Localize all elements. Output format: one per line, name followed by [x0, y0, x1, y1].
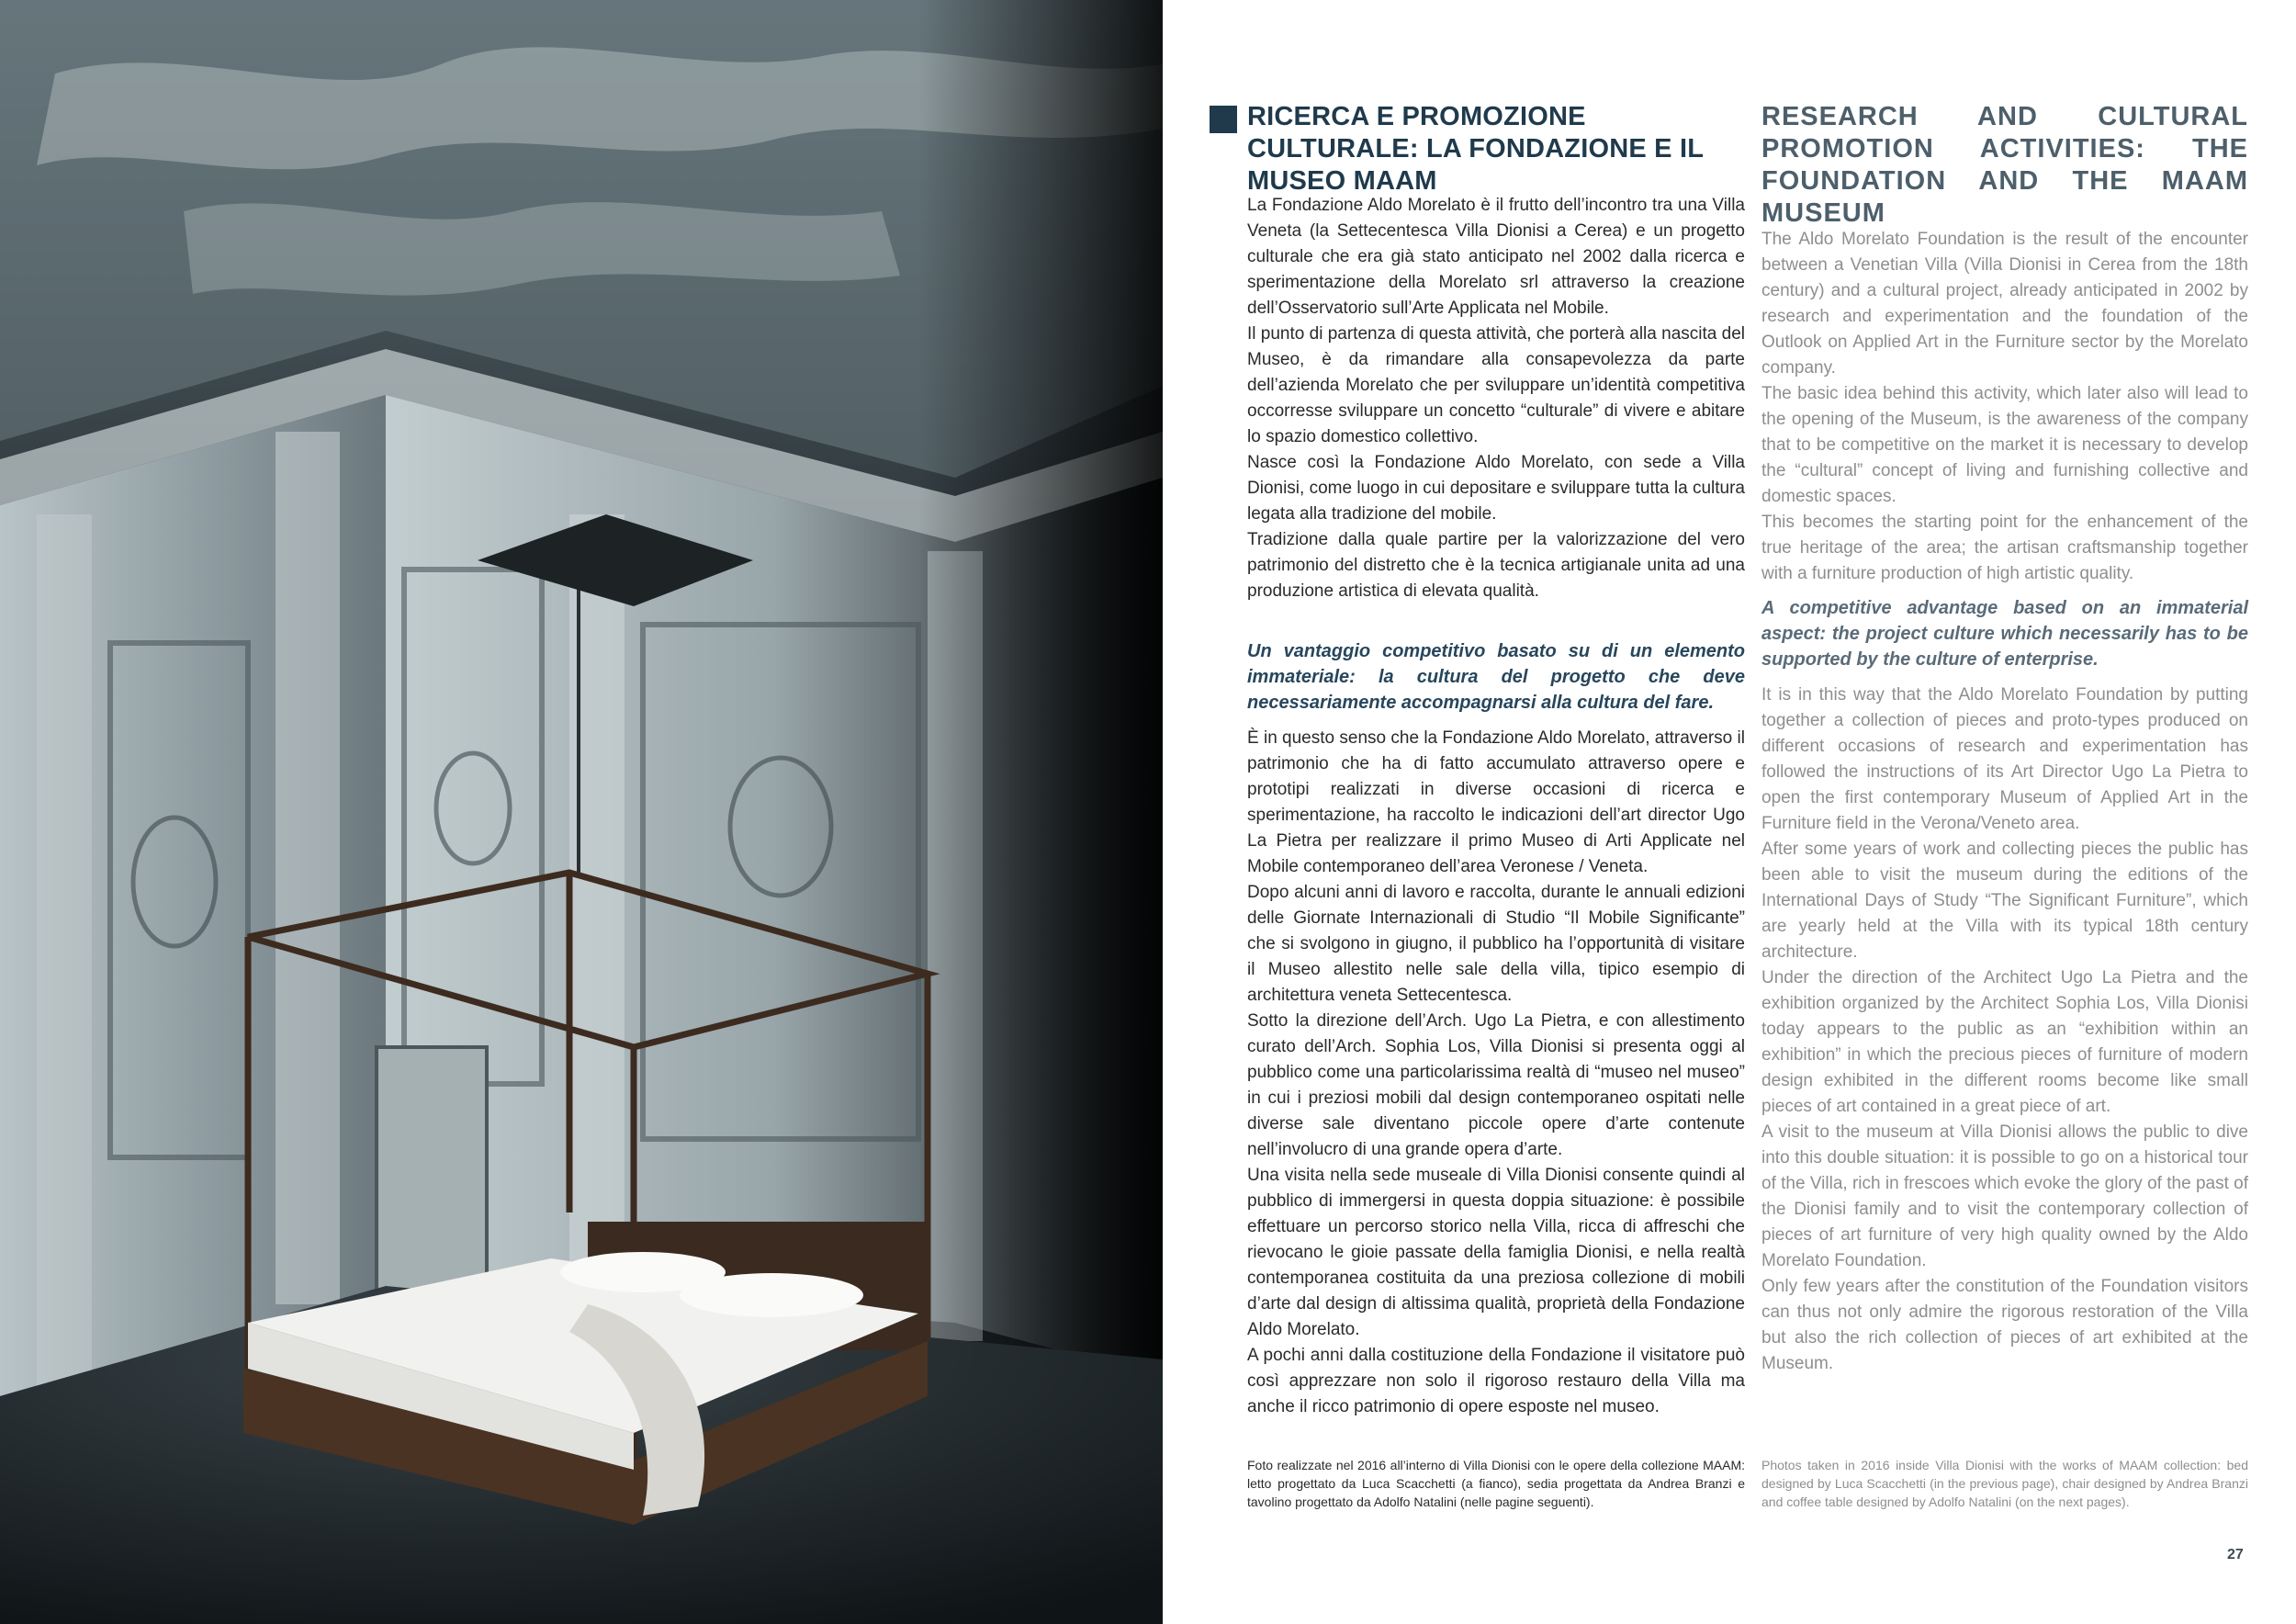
italian-paragraph: Una visita nella sede museale di Villa Dionisi consente quindi al pubblico di immergersi in questa doppia situazione: è possibile effettuare un percorso storico nella Villa, ricca di affreschi che rievocano le gioie passate della famiglia Dionisi, e nella realtà contemporanea costituita da una preziosa collezione di mobili d’arte dal design di altissima qualità, proprietà della Fondazione Aldo Morelato. [1247, 1166, 1745, 1339]
italian-paragraph: A pochi anni dalla costituzione della Fondazione il visitatore può così apprezzare non solo il rigoroso restauro della Villa ma anche il ricco patrimonio di opere esposte nel museo. [1247, 1346, 1745, 1416]
english-paragraph: The basic idea behind this activity, which later also will lead to the opening of the Museum, is the awareness of the company that to be competitive on the market it is necessary to develop the “cultural” concept of living and furnishing collective and domestic spaces. [1761, 384, 2248, 506]
italian-paragraph: È in questo senso che la Fondazione Aldo Morelato, attraverso il patrimonio che ha di fatto accumulato attraverso opere e prototipi realizzati in diverse occasioni di ricerca e sperimentazione, ha raccolto le indicazioni dell’art director Ugo La Pietra per realizzare il primo Museo di Arti Applicate nel Mobile contemporaneo dell’area Veronese / Veneta. [1247, 728, 1745, 876]
english-pull-quote: A competitive advantage based on an immaterial aspect: the project culture which necessarily has to be supported by the culture of enterprise. [1761, 598, 2248, 670]
heading-marker-square [1210, 106, 1237, 133]
italian-paragraph: Nasce così la Fondazione Aldo Morelato, con sede a Villa Dionisi, come luogo in cui depositare e sviluppare tutta la cultura legata alla tradizione del mobile. [1247, 453, 1745, 524]
english-paragraph: A visit to the museum at Villa Dionisi allows the public to dive into this double situation: it is possible to go on a historical tour of the Villa, rich in frescoes which evoke the glory of the past of the Dionisi family and to visit the contemporary collection of pieces of art furniture of very high quality owned by the Aldo Morelato Foundation. [1761, 1122, 2248, 1270]
italian-heading: RICERCA E PROMOZIONE CULTURALE: LA FONDAZIONE E IL MUSEO MAAM [1247, 102, 1704, 196]
italian-pull-quote: Un vantaggio competitivo basato su di un elemento immateriale: la cultura del progetto che deve necessariamente accompagnarsi alla cultura del fare. [1247, 641, 1745, 713]
english-paragraph: This becomes the starting point for the enhancement of the true heritage of the area; the artisan craftsmanship together with a furniture production of high artistic quality. [1761, 513, 2248, 583]
english-body-part-2 [1761, 682, 2248, 1377]
english-photo-caption: Photos taken in 2016 inside Villa Dionisi with the works of MAAM collection: bed designed by Luca Scacchetti (in the previous page), chair designed by Andrea Branzi and coffee table designed by Adolfo Natalini (on the next pages). [1761, 1458, 2248, 1509]
english-paragraph: Only few years after the constitution of the Foundation visitors can thus not only admire the rigorous restoration of the Villa but also the rich collection of pieces of art exhibited at the Museum. [1761, 1277, 2248, 1373]
italian-paragraph: Dopo alcuni anni di lavoro e raccolta, durante le annuali edizioni delle Giornate Internazionali di Studio “Il Mobile Significante” che si svolgono in giugno, il pubblico ha l’opportunità di visitare il Museo allestito nelle sale della villa, tipico esempio di architettura veneta Settecentesca. [1247, 883, 1745, 1005]
english-paragraph: It is in this way that the Aldo Morelato Foundation by putting together a collection of pieces and proto-types produced on different occasions of research and experimentation has followed the instructions of its Art Director Ugo La Pietra to open the first contemporary Museum of Applied Art in the Furniture field in the Verona/Veneto area. [1761, 685, 2248, 833]
english-paragraph: After some years of work and collecting pieces the public has been able to visit the museum during the editions of the International Days of Study “The Significant Furniture”, which are yearly held at the Villa with its typical 18th century architecture. [1761, 840, 2248, 962]
italian-paragraph: Tradizione dalla quale partire per la valorizzazione del vero patrimonio del distretto che è la tecnica artigianale unita ad una produzione artistica di elevata qualità. [1247, 530, 1745, 601]
english-paragraph: Under the direction of the Architect Ugo La Pietra and the exhibition organized by the Architect Sophia Los, Villa Dionisi today appears to the public as an “exhibition within an exhibition” in which the precious pieces of furniture of modern design exhibited in the different rooms become like small pieces of art contained in a great piece of art. [1761, 968, 2248, 1116]
page-number: 27 [2227, 1547, 2244, 1562]
italian-paragraph: La Fondazione Aldo Morelato è il frutto dell’incontro tra una Villa Veneta (la Settecentesca Villa Dionisi a Cerea) e un progetto culturale che era già stato anticipato nel 2002 dalla ricerca e sperimentazione della Morelato srl attraverso la creazione dell’Osservatorio sull’Arte Applicata nel Mobile. [1247, 196, 1745, 318]
english-heading: RESEARCH AND CULTURAL PROMOTION ACTIVITIES: THE FOUNDATION AND THE MAAM MUSEUM [1761, 102, 2248, 228]
italian-paragraph: Il punto di partenza di questa attività, che porterà alla nascita del Museo, è da rimandare alla consapevolezza da parte dell’azienda Morelato che per sviluppare un’identità competitiva occorresse sviluppare un concetto “culturale” di vivere e abitare lo spazio domestico collettivo. [1247, 324, 1745, 446]
italian-photo-caption: Foto realizzate nel 2016 all’interno di Villa Dionisi con le opere della collezione MAAM: letto progettato da Luca Scacchetti (a fianco), sedia progettata da Andrea Branzi e tavolino progettato da Adolfo Natalini (nelle pagine seguenti). [1247, 1458, 1745, 1509]
italian-body-part-1 [1247, 193, 1745, 604]
italian-body-part-2 [1247, 726, 1745, 1420]
english-paragraph: The Aldo Morelato Foundation is the result of the encounter between a Venetian Villa (Villa Dionisi in Cerea from the 18th century) and a cultural project, already anticipated in 2002 by research and experimentation and the foundation of the Outlook on Applied Art in the Furniture sector by the Morelato company. [1761, 230, 2248, 378]
english-body-part-1 [1761, 227, 2248, 587]
italian-paragraph: Sotto la direzione dell’Arch. Ugo La Pietra, e con allestimento curato dell’Arch. Sophia Los, Villa Dionisi si presenta oggi al pubblico come una particolarissima realtà di “museo nel museo” in cui i preziosi mobili dal design contemporaneo ospitati nelle diverse sale diventano piccole opere d’arte contenute nell’involucro di una grande opera d’arte. [1247, 1011, 1745, 1159]
